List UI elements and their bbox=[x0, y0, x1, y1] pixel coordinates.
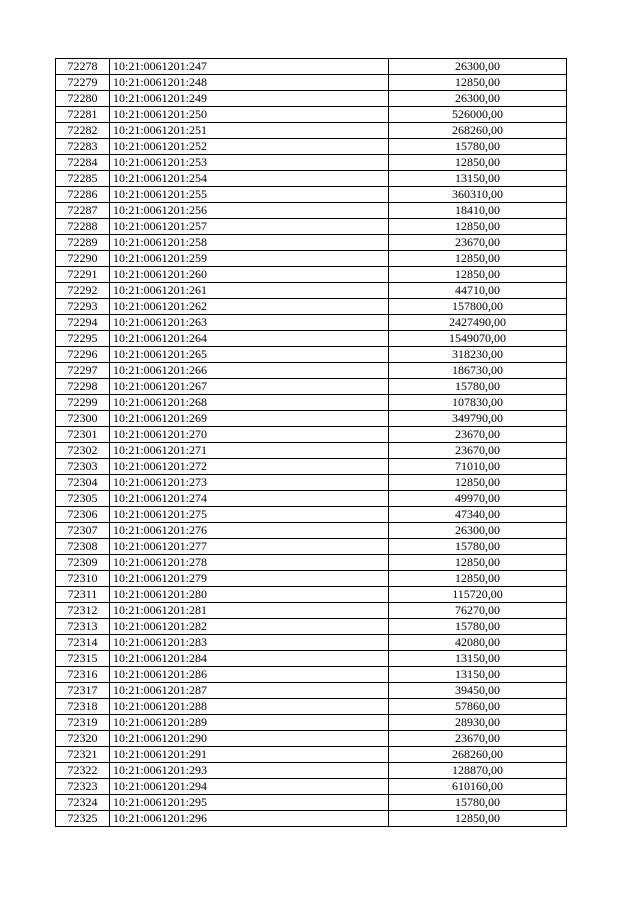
cadastral-value: 13150,00 bbox=[389, 651, 567, 667]
cadastral-number: 10:21:0061201:267 bbox=[110, 379, 389, 395]
table-row bbox=[56, 299, 567, 315]
table-row bbox=[56, 779, 567, 795]
cadastral-number: 10:21:0061201:259 bbox=[110, 251, 389, 267]
table-row bbox=[56, 363, 567, 379]
row-number: 72316 bbox=[56, 667, 110, 683]
cadastral-value: 13150,00 bbox=[389, 667, 567, 683]
table-row bbox=[56, 603, 567, 619]
row-number: 72286 bbox=[56, 187, 110, 203]
cadastral-value: 318230,00 bbox=[389, 347, 567, 363]
cadastral-value: 26300,00 bbox=[389, 59, 567, 75]
cadastral-number: 10:21:0061201:257 bbox=[110, 219, 389, 235]
cadastral-value: 47340,00 bbox=[389, 507, 567, 523]
cadastral-number: 10:21:0061201:253 bbox=[110, 155, 389, 171]
table-row bbox=[56, 587, 567, 603]
cadastral-value: 268260,00 bbox=[389, 123, 567, 139]
cadastral-number: 10:21:0061201:281 bbox=[110, 603, 389, 619]
row-number: 72288 bbox=[56, 219, 110, 235]
table-row bbox=[56, 59, 567, 75]
cadastral-value: 12850,00 bbox=[389, 555, 567, 571]
cadastral-value: 1549070,00 bbox=[389, 331, 567, 347]
cadastral-value: 76270,00 bbox=[389, 603, 567, 619]
row-number: 72318 bbox=[56, 699, 110, 715]
cadastral-number: 10:21:0061201:258 bbox=[110, 235, 389, 251]
row-number: 72315 bbox=[56, 651, 110, 667]
cadastral-value: 23670,00 bbox=[389, 731, 567, 747]
table-row bbox=[56, 411, 567, 427]
row-number: 72280 bbox=[56, 91, 110, 107]
row-number: 72282 bbox=[56, 123, 110, 139]
cadastral-value: 610160,00 bbox=[389, 779, 567, 795]
cadastral-value: 57860,00 bbox=[389, 699, 567, 715]
row-number: 72293 bbox=[56, 299, 110, 315]
table-row bbox=[56, 443, 567, 459]
cadastral-number: 10:21:0061201:264 bbox=[110, 331, 389, 347]
cadastral-value-table bbox=[55, 58, 567, 827]
cadastral-value: 15780,00 bbox=[389, 619, 567, 635]
table-row bbox=[56, 251, 567, 267]
row-number: 72324 bbox=[56, 795, 110, 811]
table-row bbox=[56, 763, 567, 779]
cadastral-value: 349790,00 bbox=[389, 411, 567, 427]
cadastral-number: 10:21:0061201:269 bbox=[110, 411, 389, 427]
row-number: 72279 bbox=[56, 75, 110, 91]
row-number: 72285 bbox=[56, 171, 110, 187]
cadastral-value: 157800,00 bbox=[389, 299, 567, 315]
cadastral-value: 28930,00 bbox=[389, 715, 567, 731]
table-row bbox=[56, 427, 567, 443]
table-row bbox=[56, 651, 567, 667]
cadastral-value: 42080,00 bbox=[389, 635, 567, 651]
cadastral-value: 39450,00 bbox=[389, 683, 567, 699]
row-number: 72290 bbox=[56, 251, 110, 267]
row-number: 72305 bbox=[56, 491, 110, 507]
cadastral-number: 10:21:0061201:260 bbox=[110, 267, 389, 283]
cadastral-number: 10:21:0061201:291 bbox=[110, 747, 389, 763]
table-body bbox=[56, 59, 567, 827]
row-number: 72302 bbox=[56, 443, 110, 459]
table-row bbox=[56, 235, 567, 251]
cadastral-value: 360310,00 bbox=[389, 187, 567, 203]
row-number: 72294 bbox=[56, 315, 110, 331]
row-number: 72309 bbox=[56, 555, 110, 571]
cadastral-value: 13150,00 bbox=[389, 171, 567, 187]
cadastral-number: 10:21:0061201:272 bbox=[110, 459, 389, 475]
cadastral-number: 10:21:0061201:275 bbox=[110, 507, 389, 523]
cadastral-value: 12850,00 bbox=[389, 811, 567, 827]
cadastral-number: 10:21:0061201:250 bbox=[110, 107, 389, 123]
cadastral-value: 2427490,00 bbox=[389, 315, 567, 331]
cadastral-number: 10:21:0061201:274 bbox=[110, 491, 389, 507]
cadastral-number: 10:21:0061201:277 bbox=[110, 539, 389, 555]
table-row bbox=[56, 75, 567, 91]
row-number: 72310 bbox=[56, 571, 110, 587]
table-row bbox=[56, 107, 567, 123]
row-number: 72319 bbox=[56, 715, 110, 731]
table-row bbox=[56, 667, 567, 683]
row-number: 72325 bbox=[56, 811, 110, 827]
row-number: 72317 bbox=[56, 683, 110, 699]
cadastral-value: 12850,00 bbox=[389, 219, 567, 235]
cadastral-number: 10:21:0061201:248 bbox=[110, 75, 389, 91]
cadastral-number: 10:21:0061201:249 bbox=[110, 91, 389, 107]
table-row bbox=[56, 555, 567, 571]
cadastral-value: 15780,00 bbox=[389, 795, 567, 811]
cadastral-value: 26300,00 bbox=[389, 91, 567, 107]
table-row bbox=[56, 523, 567, 539]
table-row bbox=[56, 475, 567, 491]
table-row bbox=[56, 139, 567, 155]
row-number: 72298 bbox=[56, 379, 110, 395]
table-row bbox=[56, 347, 567, 363]
cadastral-number: 10:21:0061201:256 bbox=[110, 203, 389, 219]
row-number: 72311 bbox=[56, 587, 110, 603]
row-number: 72292 bbox=[56, 283, 110, 299]
row-number: 72281 bbox=[56, 107, 110, 123]
table-row bbox=[56, 203, 567, 219]
cadastral-value: 49970,00 bbox=[389, 491, 567, 507]
cadastral-value: 23670,00 bbox=[389, 443, 567, 459]
cadastral-value: 26300,00 bbox=[389, 523, 567, 539]
cadastral-number: 10:21:0061201:289 bbox=[110, 715, 389, 731]
cadastral-number: 10:21:0061201:284 bbox=[110, 651, 389, 667]
cadastral-number: 10:21:0061201:288 bbox=[110, 699, 389, 715]
row-number: 72278 bbox=[56, 59, 110, 75]
cadastral-number: 10:21:0061201:294 bbox=[110, 779, 389, 795]
cadastral-value: 12850,00 bbox=[389, 251, 567, 267]
table-row bbox=[56, 715, 567, 731]
table-row bbox=[56, 619, 567, 635]
table-row bbox=[56, 459, 567, 475]
cadastral-number: 10:21:0061201:251 bbox=[110, 123, 389, 139]
cadastral-value: 23670,00 bbox=[389, 427, 567, 443]
row-number: 72289 bbox=[56, 235, 110, 251]
cadastral-value: 18410,00 bbox=[389, 203, 567, 219]
table-row bbox=[56, 379, 567, 395]
cadastral-value: 23670,00 bbox=[389, 235, 567, 251]
cadastral-number: 10:21:0061201:273 bbox=[110, 475, 389, 491]
table-row bbox=[56, 91, 567, 107]
cadastral-number: 10:21:0061201:261 bbox=[110, 283, 389, 299]
table-row bbox=[56, 491, 567, 507]
cadastral-number: 10:21:0061201:268 bbox=[110, 395, 389, 411]
table-row bbox=[56, 795, 567, 811]
row-number: 72291 bbox=[56, 267, 110, 283]
table-row bbox=[56, 571, 567, 587]
cadastral-number: 10:21:0061201:295 bbox=[110, 795, 389, 811]
cadastral-value: 12850,00 bbox=[389, 267, 567, 283]
table-row bbox=[56, 267, 567, 283]
cadastral-number: 10:21:0061201:266 bbox=[110, 363, 389, 379]
cadastral-number: 10:21:0061201:252 bbox=[110, 139, 389, 155]
cadastral-value: 12850,00 bbox=[389, 75, 567, 91]
cadastral-number: 10:21:0061201:247 bbox=[110, 59, 389, 75]
table-row bbox=[56, 811, 567, 827]
cadastral-number: 10:21:0061201:287 bbox=[110, 683, 389, 699]
table-row bbox=[56, 283, 567, 299]
cadastral-number: 10:21:0061201:254 bbox=[110, 171, 389, 187]
cadastral-number: 10:21:0061201:276 bbox=[110, 523, 389, 539]
table-row bbox=[56, 731, 567, 747]
row-number: 72306 bbox=[56, 507, 110, 523]
row-number: 72283 bbox=[56, 139, 110, 155]
cadastral-value: 12850,00 bbox=[389, 571, 567, 587]
row-number: 72284 bbox=[56, 155, 110, 171]
row-number: 72295 bbox=[56, 331, 110, 347]
cadastral-number: 10:21:0061201:262 bbox=[110, 299, 389, 315]
row-number: 72312 bbox=[56, 603, 110, 619]
table-row bbox=[56, 507, 567, 523]
cadastral-value: 12850,00 bbox=[389, 155, 567, 171]
cadastral-number: 10:21:0061201:286 bbox=[110, 667, 389, 683]
table-row bbox=[56, 699, 567, 715]
row-number: 72321 bbox=[56, 747, 110, 763]
table-row bbox=[56, 331, 567, 347]
row-number: 72296 bbox=[56, 347, 110, 363]
cadastral-value: 15780,00 bbox=[389, 539, 567, 555]
cadastral-value: 107830,00 bbox=[389, 395, 567, 411]
cadastral-number: 10:21:0061201:271 bbox=[110, 443, 389, 459]
table-row bbox=[56, 315, 567, 331]
row-number: 72301 bbox=[56, 427, 110, 443]
table-row bbox=[56, 395, 567, 411]
table-row bbox=[56, 539, 567, 555]
row-number: 72308 bbox=[56, 539, 110, 555]
cadastral-value: 268260,00 bbox=[389, 747, 567, 763]
cadastral-number: 10:21:0061201:255 bbox=[110, 187, 389, 203]
cadastral-value: 115720,00 bbox=[389, 587, 567, 603]
row-number: 72297 bbox=[56, 363, 110, 379]
row-number: 72304 bbox=[56, 475, 110, 491]
cadastral-value: 186730,00 bbox=[389, 363, 567, 379]
cadastral-value: 15780,00 bbox=[389, 379, 567, 395]
row-number: 72307 bbox=[56, 523, 110, 539]
cadastral-value: 15780,00 bbox=[389, 139, 567, 155]
cadastral-number: 10:21:0061201:263 bbox=[110, 315, 389, 331]
cadastral-number: 10:21:0061201:296 bbox=[110, 811, 389, 827]
row-number: 72287 bbox=[56, 203, 110, 219]
cadastral-value: 128870,00 bbox=[389, 763, 567, 779]
row-number: 72322 bbox=[56, 763, 110, 779]
table-row bbox=[56, 635, 567, 651]
row-number: 72314 bbox=[56, 635, 110, 651]
cadastral-value: 44710,00 bbox=[389, 283, 567, 299]
cadastral-number: 10:21:0061201:265 bbox=[110, 347, 389, 363]
table-row bbox=[56, 747, 567, 763]
cadastral-number: 10:21:0061201:270 bbox=[110, 427, 389, 443]
table-row bbox=[56, 219, 567, 235]
row-number: 72300 bbox=[56, 411, 110, 427]
row-number: 72303 bbox=[56, 459, 110, 475]
cadastral-number: 10:21:0061201:278 bbox=[110, 555, 389, 571]
table-row bbox=[56, 187, 567, 203]
cadastral-number: 10:21:0061201:282 bbox=[110, 619, 389, 635]
cadastral-number: 10:21:0061201:279 bbox=[110, 571, 389, 587]
table-row bbox=[56, 123, 567, 139]
cadastral-value: 71010,00 bbox=[389, 459, 567, 475]
cadastral-number: 10:21:0061201:290 bbox=[110, 731, 389, 747]
cadastral-value: 12850,00 bbox=[389, 475, 567, 491]
row-number: 72320 bbox=[56, 731, 110, 747]
table-row bbox=[56, 155, 567, 171]
row-number: 72313 bbox=[56, 619, 110, 635]
cadastral-number: 10:21:0061201:283 bbox=[110, 635, 389, 651]
table-row bbox=[56, 171, 567, 187]
cadastral-number: 10:21:0061201:280 bbox=[110, 587, 389, 603]
row-number: 72323 bbox=[56, 779, 110, 795]
row-number: 72299 bbox=[56, 395, 110, 411]
cadastral-value: 526000,00 bbox=[389, 107, 567, 123]
table-row bbox=[56, 683, 567, 699]
cadastral-number: 10:21:0061201:293 bbox=[110, 763, 389, 779]
